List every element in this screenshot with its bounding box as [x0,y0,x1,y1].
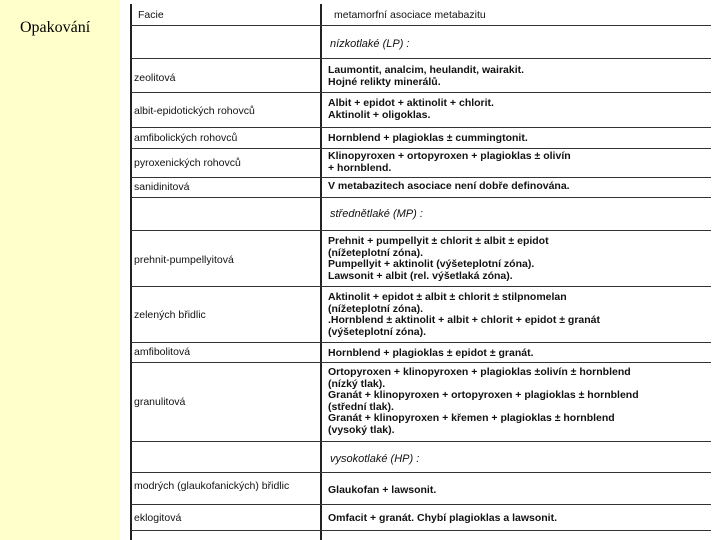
table-column-divider [320,4,322,540]
facie-pyroxenickych: pyroxenických rohovců [134,157,241,169]
assoc-line: + hornblend. [328,161,392,174]
assoc-line: (nízký tlak). [328,377,386,390]
row-divider [131,530,711,531]
section-mp: střednětlaké (MP) : [330,208,423,220]
slide-title: Opakování [20,19,91,36]
assoc-line: (střední tlak). [328,400,394,413]
assoc-line: Lawsonit + albit (rel. výšetlaká zóna). [328,269,513,282]
row-divider [131,58,711,59]
assoc-line: .Hornblend ± aktinolit + albit + chlorit + epidot ± granát [328,314,601,326]
row-divider [131,92,711,93]
assoc-line: Hornblend + plagioklas ± epidot ± granát. [328,347,534,359]
facie-amfibolickych: amfibolických rohovců [134,132,238,144]
row-divider [131,177,711,178]
header-facie: Facie [138,9,164,21]
facie-zeolitova: zeolitová [134,72,176,84]
assoc-prehnit-pumpellyitova [328,236,549,282]
facie-modrych-bridlic: modrých (glaukofanických) břidlic [134,480,290,492]
assoc-modrych-bridlic [328,485,436,497]
assoc-pyroxenickych [328,151,571,174]
section-lp: nízkotlaké (LP) : [330,38,410,50]
row-divider [131,504,711,505]
assoc-amfibolitova [328,348,534,360]
facie-amfibolitova: amfibolitová [134,346,191,358]
assoc-sanidinitova [328,181,570,193]
assoc-line: Prehnit + pumpellyit ± chlorit ± albit ± epidot [328,235,549,247]
assoc-line: Aktinolit + epidot ± albit ± chlorit ± stilpnomelan [328,291,567,303]
facie-eklogitova: eklogitová [134,512,182,524]
assoc-zeolitova [328,65,524,88]
assoc-line: Hornblend + plagioklas ± cummingtonit. [328,132,528,144]
assoc-eklogitova [328,513,557,525]
assoc-zelenych-bridlic [328,292,600,338]
row-divider [131,127,711,128]
section-hp: vysokotlaké (HP) : [330,453,420,465]
assoc-line: Klinopyroxen + ortopyroxen + plagioklas ± olivín [328,150,571,162]
facie-granulitova: granulitová [134,396,186,408]
assoc-line: Omfacit + granát. Chybí plagioklas a lawsonit. [328,512,558,524]
row-divider [131,197,711,198]
assoc-line: Pumpellyit + aktinolit (výšeteplotní zóna). [328,258,535,270]
assoc-line: (vysoký tlak). [328,423,395,436]
row-divider [131,148,711,149]
assoc-line: Albit + epidot + aktinolit + chlorit. [328,97,494,109]
facie-sanidinitova: sanidinitová [134,181,190,193]
assoc-line: V metabazitech asociace není dobře definována. [328,180,570,192]
scanned-table-image [120,0,720,540]
table-left-border [130,4,132,540]
facie-albit-epidotickych: albit-epidotických rohovců [134,105,255,117]
row-divider [131,230,711,231]
assoc-line: Laumontit, analcim, heulandit, wairakit. [328,64,525,76]
assoc-line: (výšeteplotní zóna). [328,325,427,338]
assoc-granulitova [328,367,639,436]
row-divider [131,441,711,442]
facie-prehnit-pumpellyitova: prehnit-pumpellyitová [134,254,234,266]
row-divider [131,25,711,26]
assoc-line: Granát + klinopyroxen + ortopyroxen + plagioklas ± hornblend [328,389,639,401]
assoc-line: Glaukofan + lawsonit. [328,484,437,496]
assoc-amfibolickych [328,133,528,145]
assoc-line: (nížeteplotní zóna). [328,246,424,259]
row-divider [131,472,711,473]
header-association: metamorfní asociace metabazitu [334,9,486,21]
assoc-line: Aktinolit + oligoklas. [328,108,431,121]
facie-zelenych-bridlic: zelených břidlic [134,309,206,321]
assoc-line: Ortopyroxen + klinopyroxen + plagioklas ±olivín ± hornblend [328,366,631,378]
row-divider [131,342,711,343]
facies-table [120,0,720,540]
row-divider [131,362,711,363]
assoc-line: (nížeteplotní zóna). [328,302,424,315]
assoc-line: Granát + klinopyroxen + křemen + plagioklas ± hornblend [328,412,615,424]
assoc-albit-epidotickych [328,98,494,121]
assoc-line: Hojné relikty minerálů. [328,75,441,88]
row-divider [131,286,711,287]
